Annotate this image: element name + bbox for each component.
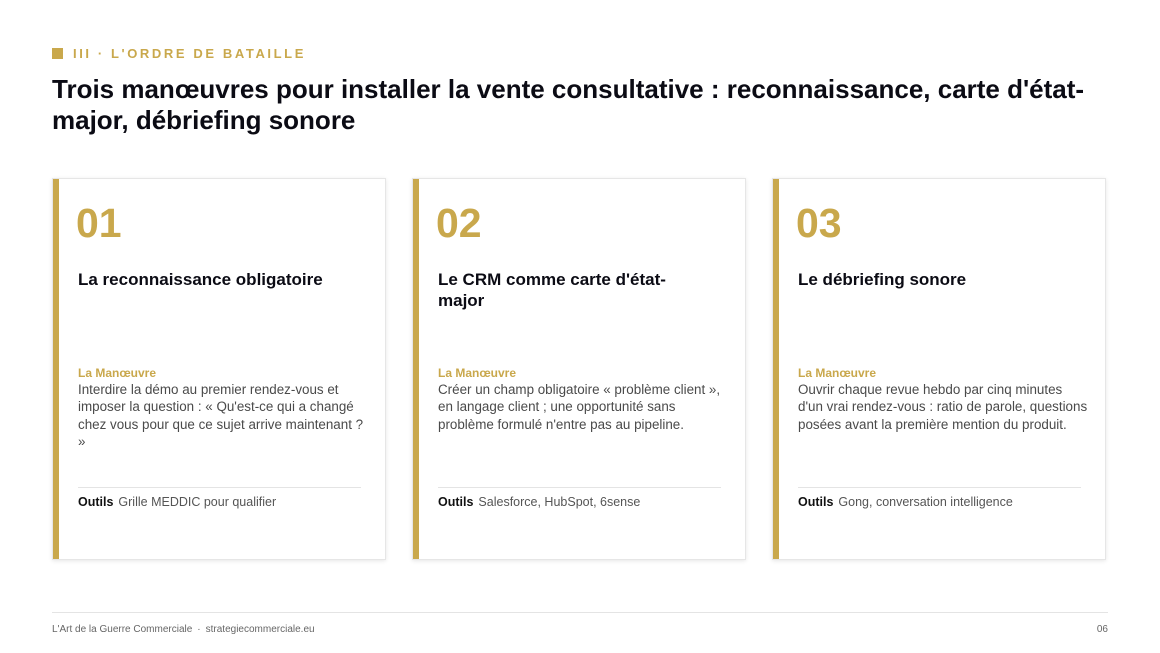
card-accent-bar (413, 179, 419, 559)
tools-label: Outils (798, 495, 834, 509)
section-label: III · L'ORDRE DE BATAILLE (73, 45, 306, 61)
tools-label: Outils (438, 495, 474, 509)
card-tools (798, 495, 1013, 509)
card-section-label: La Manœuvre (438, 366, 517, 380)
card-description: Créer un champ obligatoire « problème client », en langage client ; une opportunité sans problème formulé n'entre pas au pipeline. (438, 382, 721, 432)
tools-value: Salesforce, HubSpot, 6sense (478, 495, 641, 509)
section-eyebrow (52, 46, 306, 60)
card-tools (78, 495, 276, 509)
card-number: 01 (76, 200, 122, 246)
tools-value: Gong, conversation intelligence (838, 495, 1013, 509)
footer-divider (52, 612, 1108, 613)
card-section-label: La Manœuvre (798, 366, 877, 380)
footer-separator: · (197, 624, 201, 635)
card-title: La reconnaissance obligatoire (78, 270, 323, 289)
card-3 (772, 178, 1106, 560)
card-accent-bar (53, 179, 59, 559)
card-description: Ouvrir chaque revue hebdo par cinq minutes d'un vrai rendez-vous : ratio de parole, questions posées avant la première mention du produit. (798, 382, 1088, 432)
footer-credits (52, 624, 315, 635)
card-number: 02 (436, 200, 482, 246)
page-number: 06 (1096, 624, 1108, 635)
tools-value: Grille MEDDIC pour qualifier (118, 495, 277, 509)
card-2 (412, 178, 746, 560)
card-title: Le débriefing sonore (798, 270, 967, 289)
card-divider (798, 487, 1081, 488)
card-divider (78, 487, 361, 488)
square-bullet-icon (52, 48, 63, 59)
page-title: Trois manœuvres pour installer la vente consultative : reconnaissance, carte d'état-major, débriefing sonore (52, 74, 1085, 135)
card-divider (438, 487, 721, 488)
card-tools (438, 495, 640, 509)
footer-site: strategiecommerciale.eu (205, 624, 315, 635)
card-1 (52, 178, 386, 560)
tools-label: Outils (78, 495, 114, 509)
card-description: Interdire la démo au premier rendez-vous et imposer la question : « Qu'est-ce qui a changé chez vous pour que ce sujet arrive maintenant ? » (78, 382, 364, 450)
footer-brand: L'Art de la Guerre Commerciale (52, 624, 193, 635)
card-section-label: La Manœuvre (78, 366, 157, 380)
card-number: 03 (796, 200, 842, 246)
card-title: Le CRM comme carte d'état-major (438, 270, 666, 310)
card-accent-bar (773, 179, 779, 559)
